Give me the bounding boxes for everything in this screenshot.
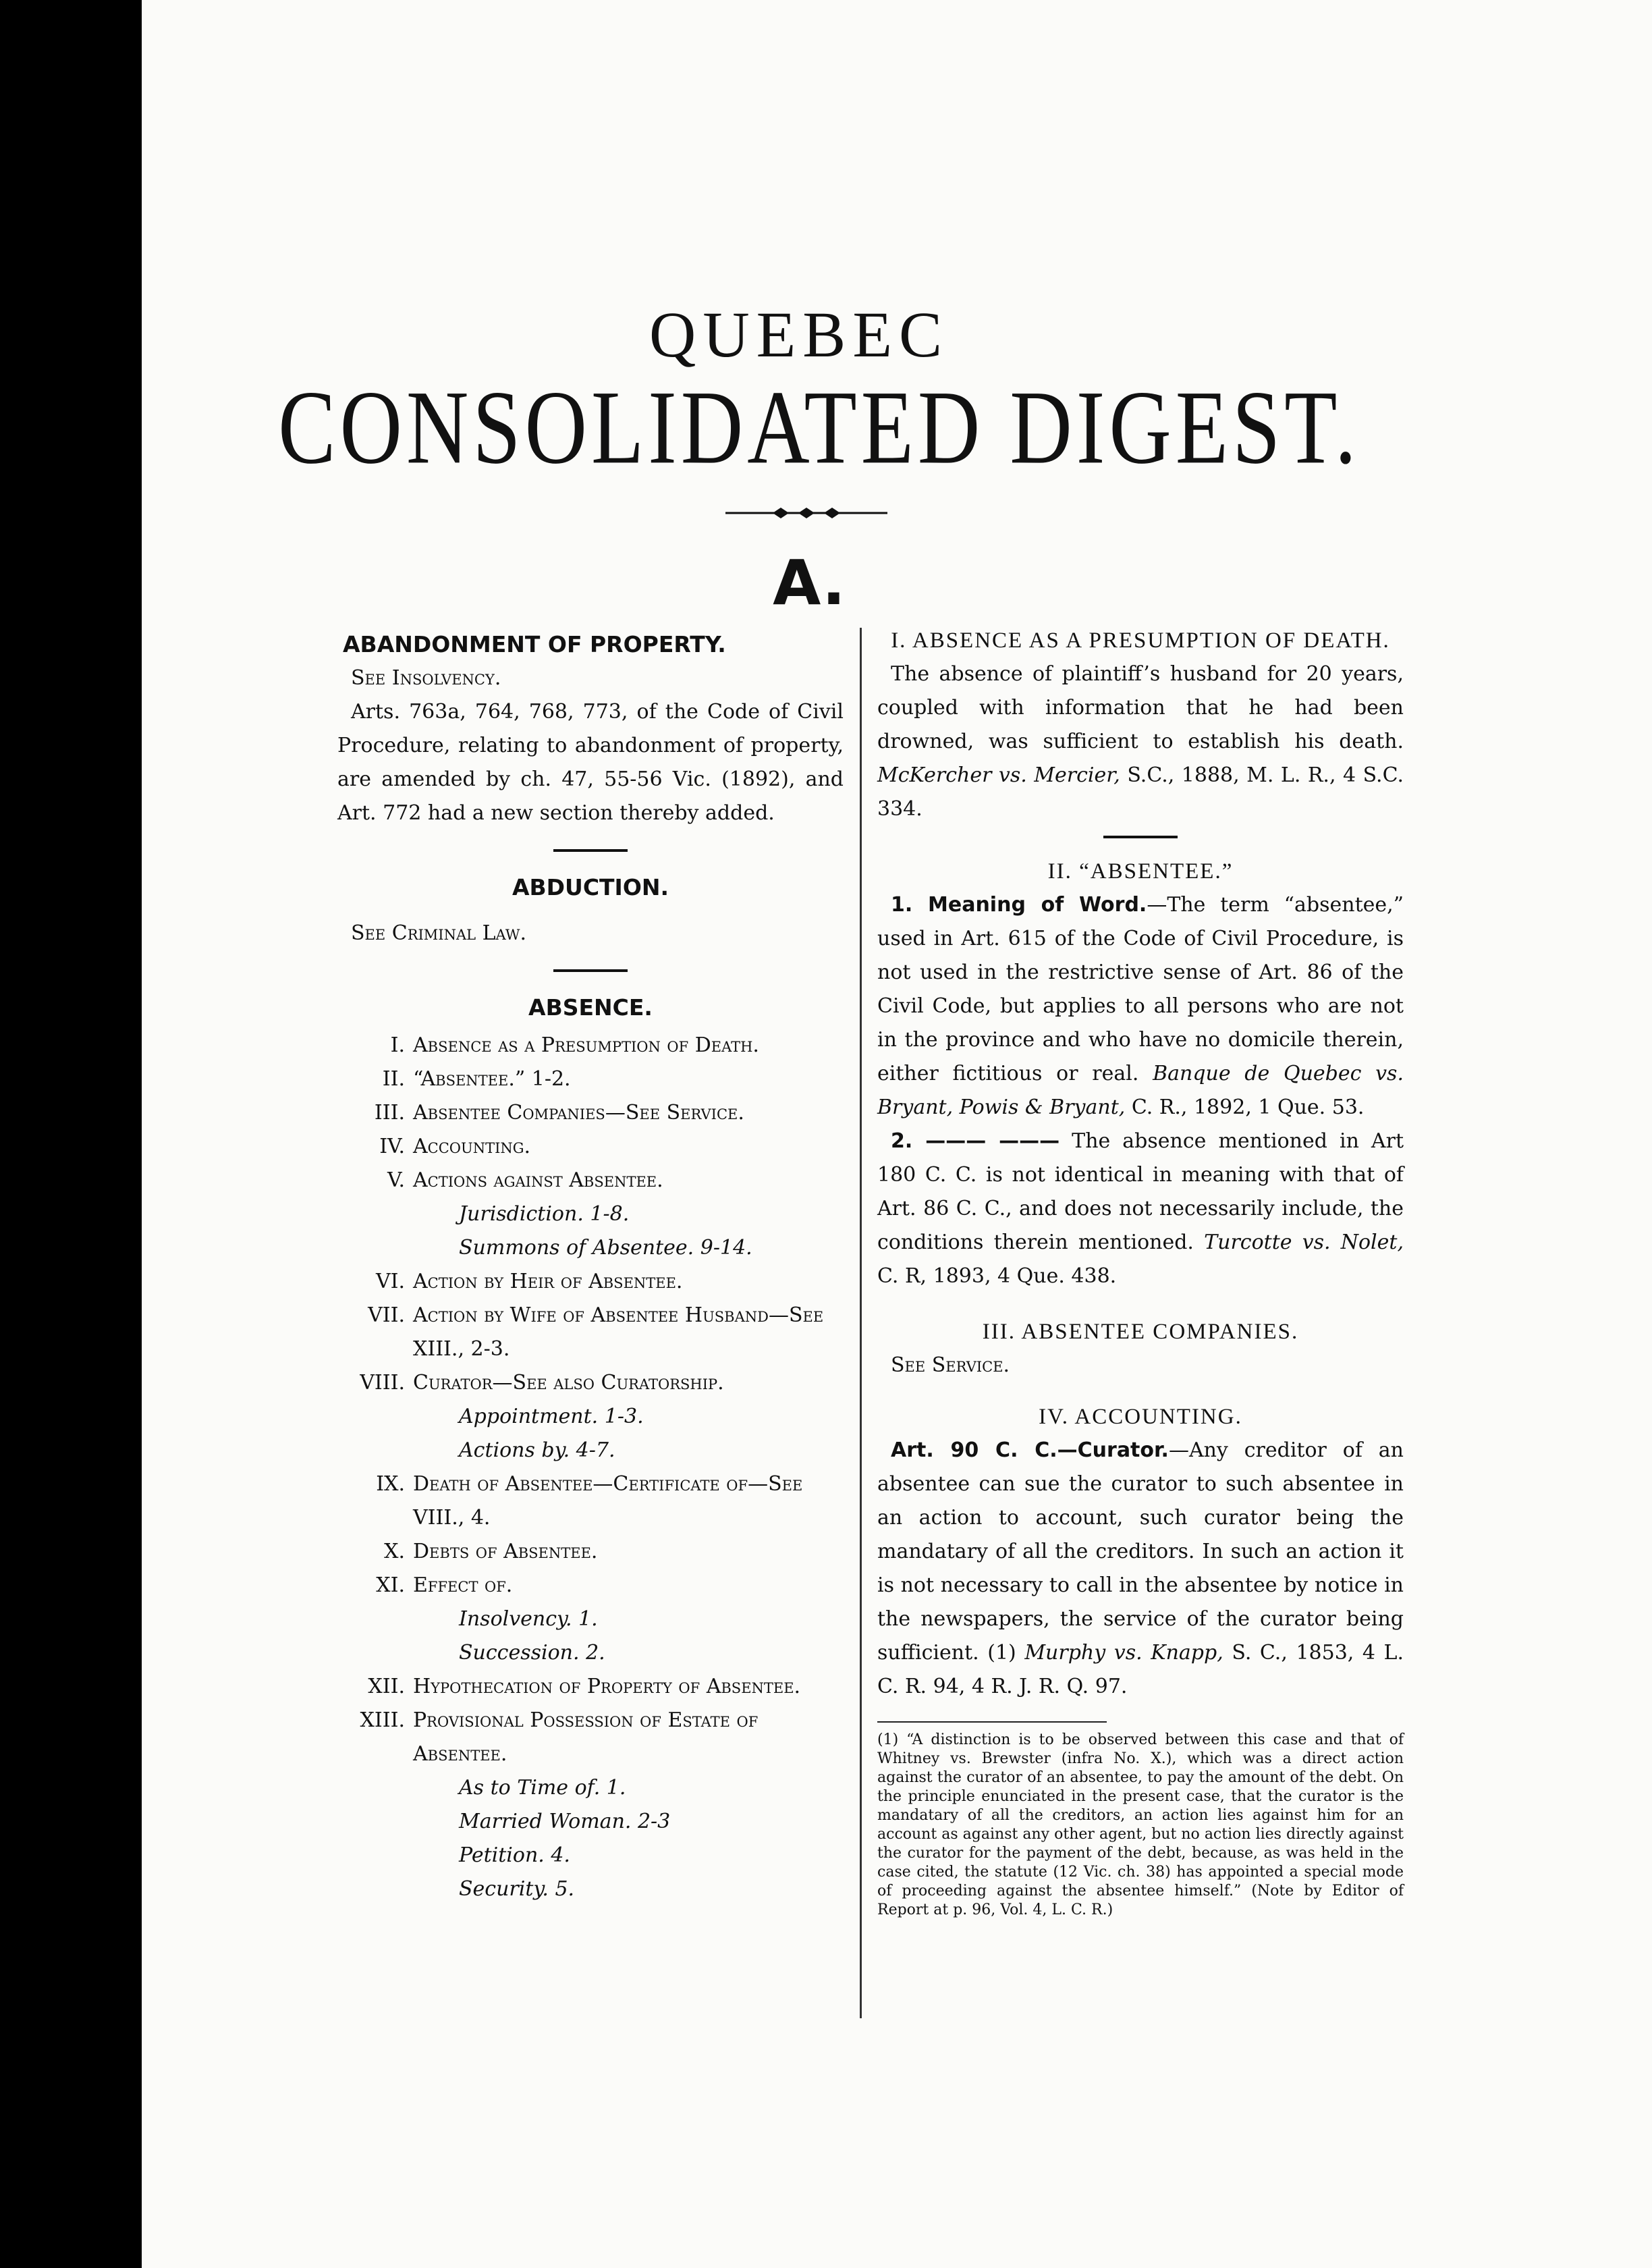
toc-subentry: Actions by. 4-7. [459, 1438, 615, 1462]
sec4-heading: IV. ACCOUNTING. [1039, 1405, 1242, 1429]
absence-toc-item [337, 1164, 844, 1197]
toc-entry: Death of Absentee—Certificate of—See VIII., 4. [413, 1472, 803, 1530]
toc-entry: Absentee Companies—See Service. [413, 1101, 744, 1125]
sec2-p1-text: —The term “absentee,” used in Art. 615 of the Code of Civil Procedure, is not used in the restrictive sense of Art. 86 of the Civil Code, but applies to all persons who are not in the province and who have no domicile therein, either fictitious or real. [877, 893, 1404, 1085]
footnote: (1) “A distinction is to be observed between this case and that of Whitney vs. Brewster (infra No. X.), which was a direct action against the curator of an absentee, to pay the amount of the debt. On the principle enunciated in the present case, that the curator is the mandatary of all the creditors, an action lies against him for an account as against any other agent, but no action lies directly against the curator for the payment of the debt, because, as was held in the case cited, the statute (12 Vic. ch. 38) has appointed a special mode of proceeding against the absentee himself.” (Note by Editor of Report at p. 96, Vol. 4, L. C. R.) [877, 1731, 1404, 1918]
absence-heading: ABSENCE. [528, 994, 653, 1021]
toc-subentry: As to Time of. 1. [459, 1776, 626, 1800]
toc-numeral: V. [387, 1168, 405, 1192]
toc-subentry: Insolvency. 1. [459, 1607, 598, 1631]
absence-toc-item [337, 1400, 844, 1434]
sec2-para2 [877, 1125, 1404, 1293]
sec2-p2-case: Turcotte vs. Nolet, [1204, 1231, 1404, 1254]
ornament-divider-icon [725, 500, 887, 526]
toc-numeral: III. [374, 1101, 405, 1125]
toc-entry: Curator—See also Curatorship. [413, 1371, 724, 1395]
toc-subentry: Appointment. 1-3. [459, 1405, 644, 1428]
toc-subentry: Summons of Absentee. 9-14. [459, 1236, 752, 1260]
sec1-text-a: The absence of plaintiff’s husband for 20 years, coupled with information that he had been drowned, was sufficient to establish his death. [877, 662, 1404, 753]
toc-entry: Accounting. [413, 1135, 531, 1158]
absence-toc-item [337, 1265, 844, 1299]
toc-subentry: Jurisdiction. 1-8. [459, 1202, 630, 1226]
toc-subentry: Married Woman. 2-3 [459, 1810, 671, 1833]
toc-numeral: II. [382, 1067, 405, 1091]
divider-rule [553, 849, 628, 852]
abandonment-heading: ABANDONMENT OF PROPERTY. [343, 631, 726, 657]
top-title: QUEBEC [649, 298, 949, 371]
absence-toc-item [337, 1231, 844, 1265]
absence-toc-item [337, 1029, 844, 1062]
main-title: CONSOLIDATED DIGEST. [278, 369, 1360, 486]
absence-toc [337, 1029, 844, 1906]
absence-toc-item [337, 1872, 844, 1906]
divider-rule [1103, 836, 1178, 838]
abduction-heading: ABDUCTION. [512, 874, 669, 900]
absence-toc-item [337, 1366, 844, 1400]
toc-entry: Debts of Absentee. [413, 1540, 598, 1563]
absence-toc-item [337, 1839, 844, 1872]
absence-toc-item [337, 1771, 844, 1805]
sec1-text [877, 657, 1404, 826]
absence-toc-item [337, 1670, 844, 1704]
toc-numeral: IX. [376, 1472, 405, 1496]
toc-subentry: Petition. 4. [459, 1843, 570, 1867]
toc-numeral: XIII. [360, 1708, 405, 1732]
sec3-see: See Service. [891, 1353, 1010, 1377]
sec1-heading: I. ABSENCE AS A PRESUMPTION OF DEATH. [891, 628, 1390, 653]
sec2-p2-lead: 2. ——— ——— [891, 1129, 1060, 1153]
absence-toc-item [337, 1636, 844, 1670]
absence-toc-item [337, 1197, 844, 1231]
abduction-see: See Criminal Law. [351, 921, 526, 945]
toc-entry: Absence as a Presumption of Death. [413, 1033, 759, 1057]
absence-toc-item [337, 1569, 844, 1602]
absence-toc-item [337, 1602, 844, 1636]
toc-subentry: Succession. 2. [459, 1641, 605, 1665]
toc-entry: “Absentee.” 1-2. [413, 1067, 571, 1091]
absence-toc-item [337, 1535, 844, 1569]
sec2-p1-lead: 1. Meaning of Word. [891, 893, 1147, 917]
toc-numeral: X. [384, 1540, 405, 1563]
absence-toc-item [337, 1299, 844, 1366]
toc-entry: Effect of. [413, 1573, 513, 1597]
toc-numeral: VII. [368, 1303, 405, 1327]
absence-toc-item [337, 1434, 844, 1467]
divider-rule [553, 969, 628, 972]
absence-toc-item [337, 1062, 844, 1096]
toc-numeral: XII. [368, 1675, 405, 1698]
sec2-para1 [877, 888, 1404, 1125]
absence-toc-item [337, 1130, 844, 1164]
absence-toc-item [337, 1805, 844, 1839]
sec4-body: —Any creditor of an absentee can sue the curator to such absentee in an action to account, such curator being the mandatary of all the creditors. In such an action it is not necessary to call in the absentee by notice in the newspapers, the service of the curator being sufficient. (1) [877, 1438, 1404, 1665]
sec4-text [877, 1434, 1404, 1704]
right-column [877, 628, 1404, 1920]
footnote-rule [877, 1721, 1107, 1723]
toc-numeral: IV. [379, 1135, 405, 1158]
sec4-lead: Art. 90 C. C.—Curator. [891, 1438, 1169, 1462]
absence-toc-item [337, 1704, 844, 1771]
sec4-case: Murphy vs. Knapp, [1024, 1641, 1223, 1665]
toc-numeral: I. [390, 1033, 405, 1057]
left-column [337, 628, 844, 1906]
column-divider [860, 628, 862, 2018]
toc-subentry: Security. 5. [459, 1877, 575, 1901]
absence-toc-item [337, 1467, 844, 1535]
sec3-heading: III. ABSENTEE COMPANIES. [982, 1320, 1299, 1344]
toc-entry: Action by Wife of Absentee Husband—See XIII., 2-3. [413, 1303, 824, 1361]
toc-entry: Hypothecation of Property of Absentee. [413, 1675, 801, 1698]
sec2-heading: II. “ABSENTEE.” [1047, 859, 1234, 884]
sec4-cite: S. C., 1853, 4 L. C. R. 94, 4 R. J. R. Q. 97. [877, 1641, 1404, 1698]
absence-toc-item [337, 1096, 844, 1130]
section-letter: A. [773, 547, 846, 619]
sec1-cite: S.C., 1888, M. L. R., 4 S.C. 334. [877, 763, 1404, 821]
sec2-p1-case: Banque de Quebec vs. Bryant, Powis & Bryant, [877, 1062, 1404, 1119]
sec2-p2-cite: C. R, 1893, 4 Que. 438. [877, 1264, 1117, 1288]
sec2-p2-text: The absence mentioned in Art 180 C. C. is not identical in meaning with that of Art. 86 C. C., and does not necessarily include, the conditions therein mentioned. [877, 1129, 1404, 1254]
toc-numeral: VIII. [360, 1371, 405, 1395]
sec2-p1-cite: C. R., 1892, 1 Que. 53. [1125, 1096, 1365, 1119]
toc-numeral: XI. [376, 1573, 405, 1597]
toc-entry: Provisional Possession of Estate of Absentee. [413, 1708, 759, 1766]
sec1-case: McKercher vs. Mercier, [877, 763, 1120, 787]
toc-entry: Actions against Absentee. [413, 1168, 663, 1192]
toc-entry: Action by Heir of Absentee. [413, 1270, 683, 1293]
abandonment-see: See Insolvency. [351, 666, 501, 690]
toc-numeral: VI. [375, 1270, 405, 1293]
abandonment-text: Arts. 763a, 764, 768, 773, of the Code of Civil Procedure, relating to abandonment of property, are amended by ch. 47, 55-56 Vic. (1892), and Art. 772 had a new section thereby added. [337, 700, 844, 825]
